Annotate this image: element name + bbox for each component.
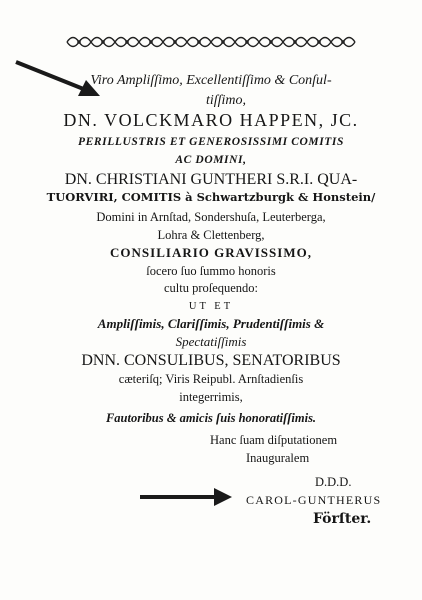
- arrow-bottom-icon: [136, 486, 236, 508]
- councillor-line: CONSILIARIO GRAVISSIMO,: [110, 245, 312, 260]
- consuls-line: DNN. CONSULIBUS, SENATORIBUS: [81, 352, 341, 369]
- author-surname: Förſter.: [313, 511, 372, 527]
- ut-et-line: UT ET: [188, 301, 234, 312]
- integerrimis-line: integerrimis,: [179, 390, 243, 404]
- ddd-line: D.D.D.: [315, 475, 352, 489]
- amplissimis-line: Ampliſſimis, Clariſſimis, Prudentiſſimis &: [97, 316, 325, 331]
- title-line-ac-domini: AC DOMINI,: [175, 154, 247, 166]
- recipient-name: DN. VOLCKMARO HAPPEN, JC.: [63, 110, 359, 130]
- count-name-line-2: TUORVIRI, COMITIS à Schwartzburgk & Honstein/: [46, 190, 376, 204]
- inauguralem-line: Inauguralem: [246, 451, 310, 465]
- citizens-line: cæteriſq; Viris Reipubl. Arnſtadienſis: [118, 372, 304, 386]
- author-name: CAROL-GUNTHERUS: [246, 493, 382, 507]
- domains-line: Domini in Arnſtad, Sondershuſa, Leuterberga,: [96, 210, 326, 224]
- dedication-line-2: tiſſimo,: [205, 93, 247, 108]
- socero-line: ſocero ſuo ſummo honoris: [146, 264, 276, 278]
- dedication-line-1: Viro Ampliſſimo, Excellentiſſimo & Conſul-: [90, 73, 332, 88]
- ornament-band: [63, 32, 359, 52]
- domains-line-2: Lohra & Clettenberg,: [157, 228, 265, 242]
- disputation-line: Hanc ſuam diſputationem: [210, 433, 338, 447]
- prosequendo-line: cultu proſequendo:: [163, 281, 259, 295]
- title-line-perillustris: PERILLUSTRIS ET GENEROSISSIMI COMITIS: [77, 136, 344, 148]
- count-name-line-1: DN. CHRISTIANI GUNTHERI S.R.I. QUA-: [64, 171, 358, 188]
- spectatissimis-line: Spectatiſſimis: [175, 334, 247, 349]
- fautoribus-line: Fautoribus & amicis ſuis honoratiſſimis.: [105, 411, 317, 425]
